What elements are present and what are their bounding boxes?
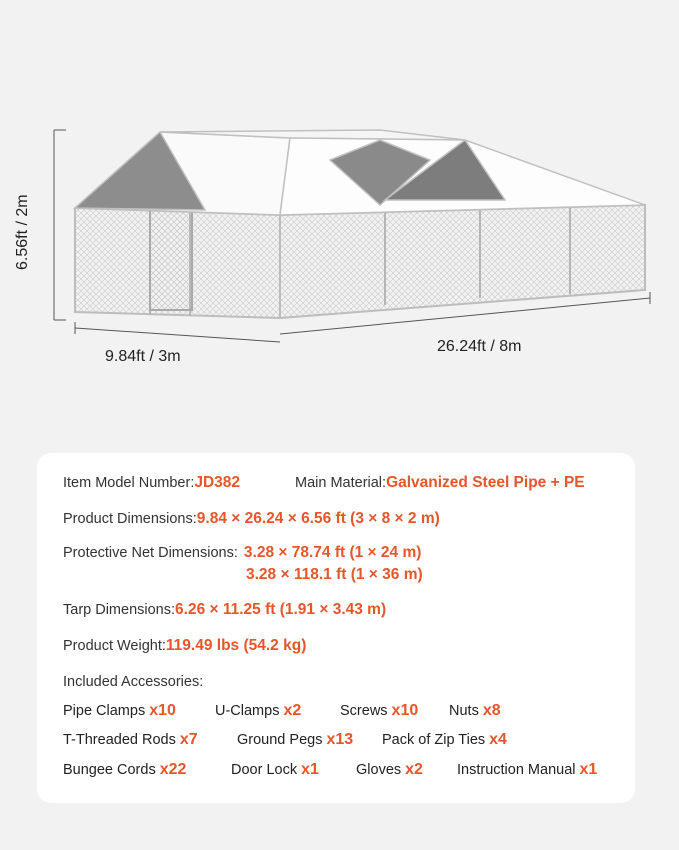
model-value: JD382 <box>194 474 241 491</box>
accessory-item: Screws x10 <box>340 702 419 719</box>
roof-cover <box>75 130 645 215</box>
net-dimensions-value-2: 3.28 × 118.1 ft (1 × 36 m) <box>246 566 423 583</box>
tarp-dimensions-row <box>63 601 386 619</box>
net-dimensions-value-1: 3.28 × 78.74 ft (1 × 24 m) <box>243 544 422 561</box>
tarp-dimensions-value: 6.26 × 11.25 ft (1.91 × 3.43 m) <box>175 601 387 618</box>
net-dimensions-label: Protective Net Dimensions: <box>63 545 238 561</box>
product-dimensions-label: Product Dimensions: <box>63 511 197 527</box>
weight-label: Product Weight: <box>63 638 166 654</box>
product-dimensions-row <box>63 510 440 528</box>
model-row <box>63 474 240 492</box>
model-label: Item Model Number: <box>63 475 195 491</box>
width-label: 9.84ft / 3m <box>105 348 181 365</box>
accessory-item: Gloves x2 <box>356 761 423 778</box>
accessory-item: Nuts x8 <box>449 702 501 719</box>
accessory-item: U-Clamps x2 <box>215 702 302 719</box>
accessory-item: Pack of Zip Ties x4 <box>382 731 507 748</box>
accessory-item: Door Lock x1 <box>231 761 319 778</box>
product-dimensions-value: 9.84 × 26.24 × 6.56 ft (3 × 8 × 2 m) <box>196 510 440 527</box>
net-dimensions-row-2 <box>246 566 423 584</box>
weight-value: 119.49 lbs (54.2 kg) <box>165 637 307 654</box>
material-row <box>295 474 585 492</box>
height-label: 6.56ft / 2m <box>14 194 31 270</box>
net-dimensions-row <box>63 544 421 562</box>
length-label: 26.24ft / 8m <box>437 338 522 355</box>
accessory-item: Pipe Clamps x10 <box>63 702 176 719</box>
accessory-item: Ground Pegs x13 <box>237 731 354 748</box>
height-dimension-line <box>54 130 66 320</box>
specifications-card <box>37 453 635 803</box>
material-value: Galvanized Steel Pipe + PE <box>386 474 585 491</box>
weight-row <box>63 637 306 655</box>
material-label: Main Material: <box>295 475 387 491</box>
accessories-heading: Included Accessories: <box>63 674 204 690</box>
accessory-item: Bungee Cords x22 <box>63 761 187 778</box>
tarp-dimensions-label: Tarp Dimensions: <box>63 602 176 618</box>
accessory-item: Instruction Manual x1 <box>457 761 598 778</box>
accessory-item: T-Threaded Rods x7 <box>63 731 198 748</box>
